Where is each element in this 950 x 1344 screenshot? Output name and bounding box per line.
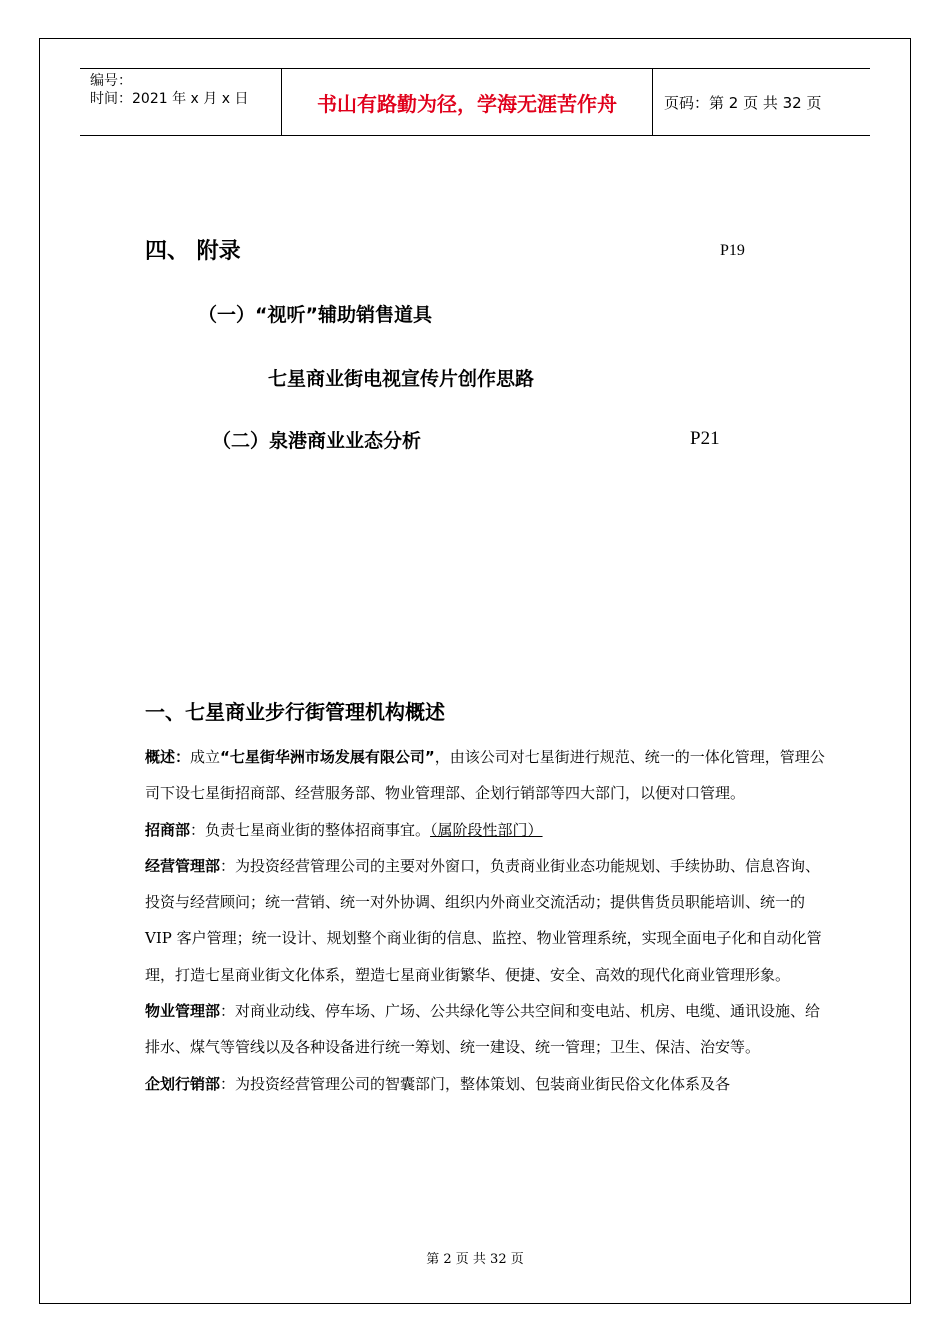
ops-label: 经营管理部 [145, 856, 221, 875]
overview-company: “七星街华洲市场发展有限公司” [220, 748, 435, 766]
toc-section4-page: P19 [720, 242, 745, 259]
recruit-paragraph [145, 812, 830, 848]
planning-paragraph [145, 1066, 830, 1102]
toc-item2-title: （二）泉港商业业态分析 [212, 430, 422, 452]
page-border [39, 38, 911, 1304]
section1-body [145, 739, 830, 1102]
overview-text-rest: 化管理，管理公司下设七星街招商部、经营服务部、物业管理部、企划行销部等四大部门，以便对口管理。 [145, 748, 825, 803]
overview-paragraph [145, 739, 830, 812]
overview-text-line1: ，由该公司对七星街进行规范、统一的一体 [434, 748, 720, 766]
property-text: ：对商业动线、停车场、广场、公共绿化等公共空间和变电站、机房、电缆、通讯设施、给排水、煤气等管线以及各种设备进行统一筹划、统一建设、统一管理；卫生、保洁、治安等。 [145, 1002, 821, 1057]
property-paragraph [145, 993, 830, 1066]
toc-section4-title: 四、 附录 [145, 239, 241, 264]
toc-item1-title: （一）“视听”辅助销售道具 [198, 304, 432, 326]
page-header [80, 68, 870, 136]
page-footer: 第 2 页 共 32 页 [426, 1252, 524, 1267]
header-meta [80, 69, 280, 135]
ops-paragraph [145, 848, 830, 993]
overview-pre: 成立 [190, 748, 221, 766]
property-label: 物业管理部 [145, 1002, 221, 1021]
ops-text: ：为投资经营管理公司的主要对外窗口，负责商业街业态功能规划、手续协助、信息咨询、投资与经营顾问；统一营销、统一对外协调、组织内外商业交流活动；提供售货员职能培训、统一的 VIP 客户管理；统一设计、规划整个商业街的信息、监控、物业管理系统，实现全面电子化和自动化管理，打造七星商业街文化体系，塑造七星商业街繁华、便捷、安全、高效的现代化商业管理形象。 [145, 856, 822, 984]
planning-label: 企划行销部 [145, 1074, 221, 1093]
planning-text: ：为投资经营管理公司的智囊部门，整体策划、包装商业街民俗文化体系及各 [220, 1074, 731, 1093]
toc-item1-sub: 七星商业街电视宣传片创作思路 [268, 368, 535, 390]
toc-item2-page: P21 [690, 428, 720, 449]
recruit-note: （属阶段性部门） [430, 820, 543, 839]
header-page-info: 页码：第 2 页 共 32 页 [664, 93, 822, 112]
recruit-label: 招商部 [145, 820, 191, 839]
header-motto: 书山有路勤为径，学海无涯苦作舟 [281, 69, 653, 135]
header-date: 时间：2021 年 x 月 x 日 [90, 91, 249, 107]
recruit-text: ：负责七星商业街的整体招商事宜。 [190, 820, 431, 839]
overview-label: 概述： [145, 748, 191, 766]
header-number: 编号： [90, 73, 132, 89]
section1-heading: 一、七星商业步行街管理机构概述 [145, 700, 445, 724]
